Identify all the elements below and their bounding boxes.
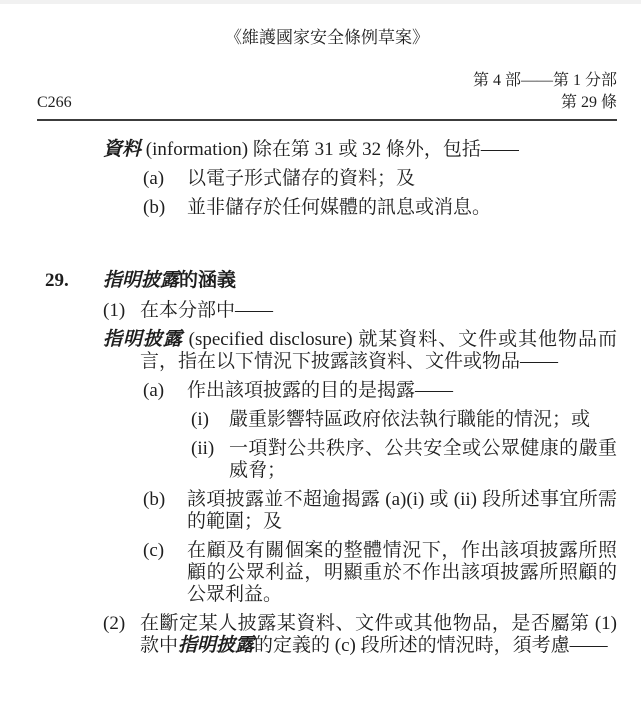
list-item [103,168,617,190]
header-row [37,93,617,113]
subsection-marker: (2) [103,613,126,634]
definition-text: 除在第 31 或 32 條外，包括—— [252,139,519,160]
section-title-term: 指明披露 [103,270,180,291]
subsection-text: 在本分部中—— [140,300,274,321]
item-text: 並非儲存於任何媒體的訊息或消息。 [187,197,492,218]
list-subitem [103,409,617,431]
item-marker: (c) [143,540,165,561]
section-heading [45,269,617,293]
item-text: 以電子形式儲存的資料；及 [187,168,416,189]
subsection-text-after: 的定義的 (c) 段所述的情況時，須考慮—— [254,635,608,656]
defined-term-english: (information) [141,139,253,160]
list-item [103,540,617,606]
subsection-2 [103,613,617,657]
item-text: 作出該項披露的目的是揭露—— [187,380,454,401]
header-rule [37,119,617,121]
defined-term: 指明披露 [103,329,183,350]
subsection-text [140,613,617,657]
subsection-1 [103,300,617,322]
list-item [103,489,617,533]
subsection-text-before: 在斷定某人披露某資料、文件或其他物品，是否屬第 (1) 款中 [140,613,617,656]
defined-term-english: (specified disclosure) [182,329,359,350]
definition-information [103,139,617,161]
item-marker: (a) [143,168,165,189]
subsection-marker: (1) [103,300,126,321]
item-marker: (b) [143,197,166,218]
item-marker: (ii) [191,438,215,459]
definition-text: 就某資料、文件或其他物品而言，指在以下情況下披露該資料、文件或物品—— [140,329,617,372]
page-content [45,139,617,657]
item-marker: (i) [191,409,209,430]
item-marker: (b) [143,489,166,510]
definition-specified-disclosure [103,329,617,373]
section-title-rest: 的涵義 [179,270,237,291]
page-code: C266 [37,94,72,111]
section-title [103,269,236,293]
section-number: 29. [45,270,69,291]
part-subpart-ref: 第 4 部——第 1 分部 [472,72,617,89]
item-text: 在顧及有關個案的整體情況下，作出該項披露所照顧的公眾利益，明顯重於不作出該項披露所照顧的公眾利益。 [187,540,617,605]
list-item [103,197,617,219]
clause-ref: 第 29 條 [560,94,617,111]
list-subitem [103,438,617,482]
item-text: 嚴重影響特區政府依法執行職能的情況；或 [229,409,591,430]
item-text: 該項披露並不超逾揭露 (a)(i) 或 (ii) 段所述事宜所需的範圍；及 [187,489,617,532]
item-text: 一項對公共秩序、公共安全或公眾健康的嚴重威脅； [229,438,617,481]
item-marker: (a) [143,380,165,401]
list-item [103,380,617,402]
top-band [0,0,641,4]
inline-defined-term: 指明披露 [178,635,255,656]
defined-term: 資料 [103,139,142,160]
doc-title: 《維護國家安全條例草案》 [225,28,429,47]
